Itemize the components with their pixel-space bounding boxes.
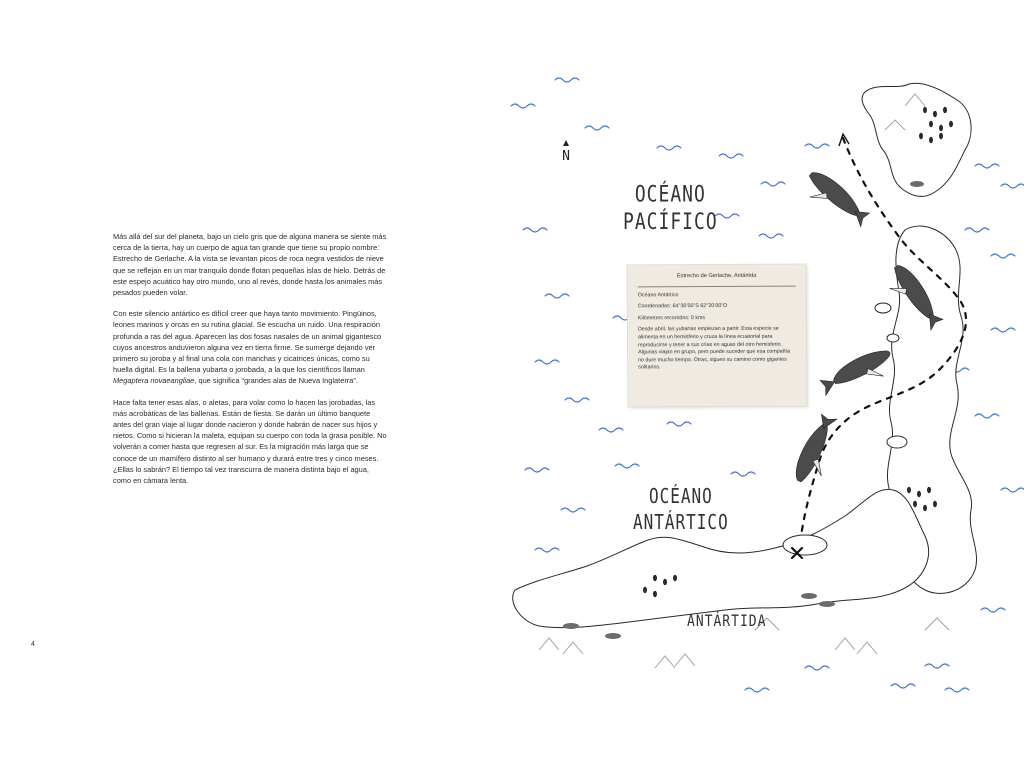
wave-mark bbox=[523, 228, 547, 232]
penguin-icon bbox=[929, 121, 933, 127]
wave-mark bbox=[561, 508, 585, 512]
penguin-icon bbox=[653, 591, 657, 597]
wave-mark bbox=[891, 684, 915, 688]
ocean-label-antarctic-line2: ANTÁRTICO bbox=[633, 510, 729, 534]
penguin-icon bbox=[919, 133, 923, 139]
north-arrow-icon bbox=[559, 140, 573, 164]
wave-mark bbox=[525, 468, 549, 472]
island bbox=[887, 334, 899, 342]
wave-mark bbox=[965, 228, 989, 232]
wave-mark bbox=[535, 360, 559, 364]
story-text bbox=[113, 231, 389, 496]
wave-mark bbox=[715, 214, 739, 218]
ocean-label-pacific-line1: OCÉANO bbox=[634, 181, 706, 208]
wave-mark bbox=[761, 182, 785, 186]
continent-label: ANTÁRTIDA bbox=[687, 612, 767, 631]
wave-mark bbox=[981, 608, 1005, 612]
wave-mark bbox=[991, 254, 1015, 258]
north-arrow-head bbox=[563, 140, 569, 146]
wave-mark bbox=[731, 472, 755, 476]
paragraph-2 bbox=[113, 308, 389, 386]
penguin-icon bbox=[939, 133, 943, 139]
penguin-icon bbox=[939, 125, 943, 131]
wave-mark bbox=[805, 144, 829, 148]
ocean-label-pacific bbox=[623, 182, 718, 237]
paragraph-1: Más allá del sur del planeta, bajo un cielo gris que de alguna manera se siente más cerca de la tierra, hay un cuerpo de agua tan grande que tiene su propio nombre: Estrecho de Gerlache. A la vista se levantan picos de roca negra vestidos de nieve que se reflejan en un mar tranquilo donde flotan pequeñas islas de hielo. Detrás de este espejo acuático hay otro mundo, uno al revés, donde hasta los animales más pesados pueden volar. bbox=[113, 232, 387, 298]
humpback-whale-icon bbox=[799, 167, 872, 235]
penguin-icon bbox=[933, 501, 937, 507]
penguin-icon bbox=[927, 487, 931, 493]
humpback-whale-icon bbox=[818, 344, 899, 404]
penguin-icon bbox=[663, 579, 667, 585]
penguin-icon bbox=[943, 107, 947, 113]
penguin-icon bbox=[673, 575, 677, 581]
wave-mark bbox=[991, 328, 1015, 332]
card-title: Estrecho de Gerlache, Antártida bbox=[677, 272, 757, 280]
penguin-icon bbox=[917, 491, 921, 497]
ocean-label-antarctic-line1: OCÉANO bbox=[648, 484, 713, 508]
card-divider bbox=[638, 285, 796, 287]
ocean-label-antarctic bbox=[633, 483, 729, 536]
island bbox=[887, 436, 907, 448]
wave-mark bbox=[1001, 184, 1024, 188]
north-label: N bbox=[562, 149, 570, 164]
wave-mark bbox=[511, 104, 535, 108]
wave-mark bbox=[945, 688, 969, 692]
penguin-icon bbox=[643, 587, 647, 593]
paragraph-3: Hace falta tener esas alas, o aletas, para volar como lo hacen las jorobadas, las más acrobáticas de las ballenas. Están de fiesta. Se darán un último banquete antes del gran viaje al lugar donde nacieron y donde habrán de nacer sus hijos y nietos. Como si hicieran la maleta, equipan su cuerpo con toda la grasa posible. No volverán a comer hasta que regresen al sur. Es la migración más larga que se conoce de un mamífero distinto al ser humano y durará entre tres y cinco meses. ¿Ellas lo sabrán? El tiempo tal vez transcurra de manera distinta bajo el agua, como en cámara lenta. bbox=[113, 397, 387, 486]
paragraph-2-end: , que significa “grandes alas de Nueva Inglaterra”. bbox=[194, 376, 358, 386]
wave-mark bbox=[975, 414, 999, 418]
location-info-card bbox=[628, 265, 807, 407]
penguin-icon bbox=[949, 121, 953, 127]
wave-mark bbox=[599, 428, 623, 432]
card-body: Desde abril, las yubartas empiezan a partir. Esta especie se alimenta en un hemisferio y cruza la línea ecuatorial para reproducirse y tener a sus crías en aguas del otro hemisferio. Algunas viajan en grupo, pero puede suceder que esa compañía no dure mucho tiempo. Otras, siguen su camino como gigantes solitarios. bbox=[637, 326, 791, 371]
penguin-icon bbox=[923, 505, 927, 511]
wave-mark bbox=[545, 294, 569, 298]
paragraph-2-start: Con este silencio antártico es difícil creer que haya tanto movimiento. Pingüinos, leones marinos y orcas en su rutina glacial. Se escucha un ruido. Una respiración profunda a ras del agua. Aparecen las dos fosas nasales de un animal gigantesco cuyos ancestros anduvieron alguna vez en tierra firme. Se sumerge dejando ver primero su joroba y al final una cola con manchas y cicatrices únicas, como su huella digital. Es la ballena yubarta o jorobada, a la que los científicos llaman bbox=[113, 309, 382, 375]
penguin-icon bbox=[907, 487, 911, 493]
northern-landmass bbox=[862, 83, 971, 196]
ocean-label-pacific-line2: PACÍFICO bbox=[623, 209, 718, 236]
wave-mark bbox=[745, 688, 769, 692]
island bbox=[875, 303, 891, 313]
wave-mark bbox=[667, 422, 691, 426]
wave-mark bbox=[975, 164, 999, 168]
wave-mark bbox=[585, 126, 609, 130]
penguin-icon bbox=[923, 107, 927, 113]
island bbox=[783, 535, 827, 555]
wave-mark bbox=[565, 398, 589, 402]
wave-mark bbox=[719, 154, 743, 158]
wave-mark bbox=[615, 464, 639, 468]
penguin-icon bbox=[653, 575, 657, 581]
page-number: 4 bbox=[31, 641, 35, 648]
wave-mark bbox=[555, 78, 579, 82]
card-coordinates: Coordenadas: 64°30’00”S 62°20’00”O bbox=[637, 303, 728, 310]
wave-mark bbox=[1001, 488, 1024, 492]
migration-map bbox=[505, 70, 1024, 700]
wave-mark bbox=[759, 234, 783, 238]
wave-mark bbox=[535, 548, 559, 552]
humpback-whale-icon bbox=[790, 412, 846, 489]
penguin-icon bbox=[933, 111, 937, 117]
wave-mark bbox=[657, 146, 681, 150]
penguin-icon bbox=[929, 137, 933, 143]
card-ocean: Océano Antártico bbox=[637, 291, 679, 299]
card-distance: Kilómetros recorridos: 0 kms bbox=[637, 314, 706, 322]
scientific-name: Megaptera novaeangliae bbox=[113, 376, 195, 386]
wave-mark bbox=[805, 666, 829, 670]
wave-mark bbox=[925, 664, 949, 668]
penguin-icon bbox=[913, 501, 917, 507]
